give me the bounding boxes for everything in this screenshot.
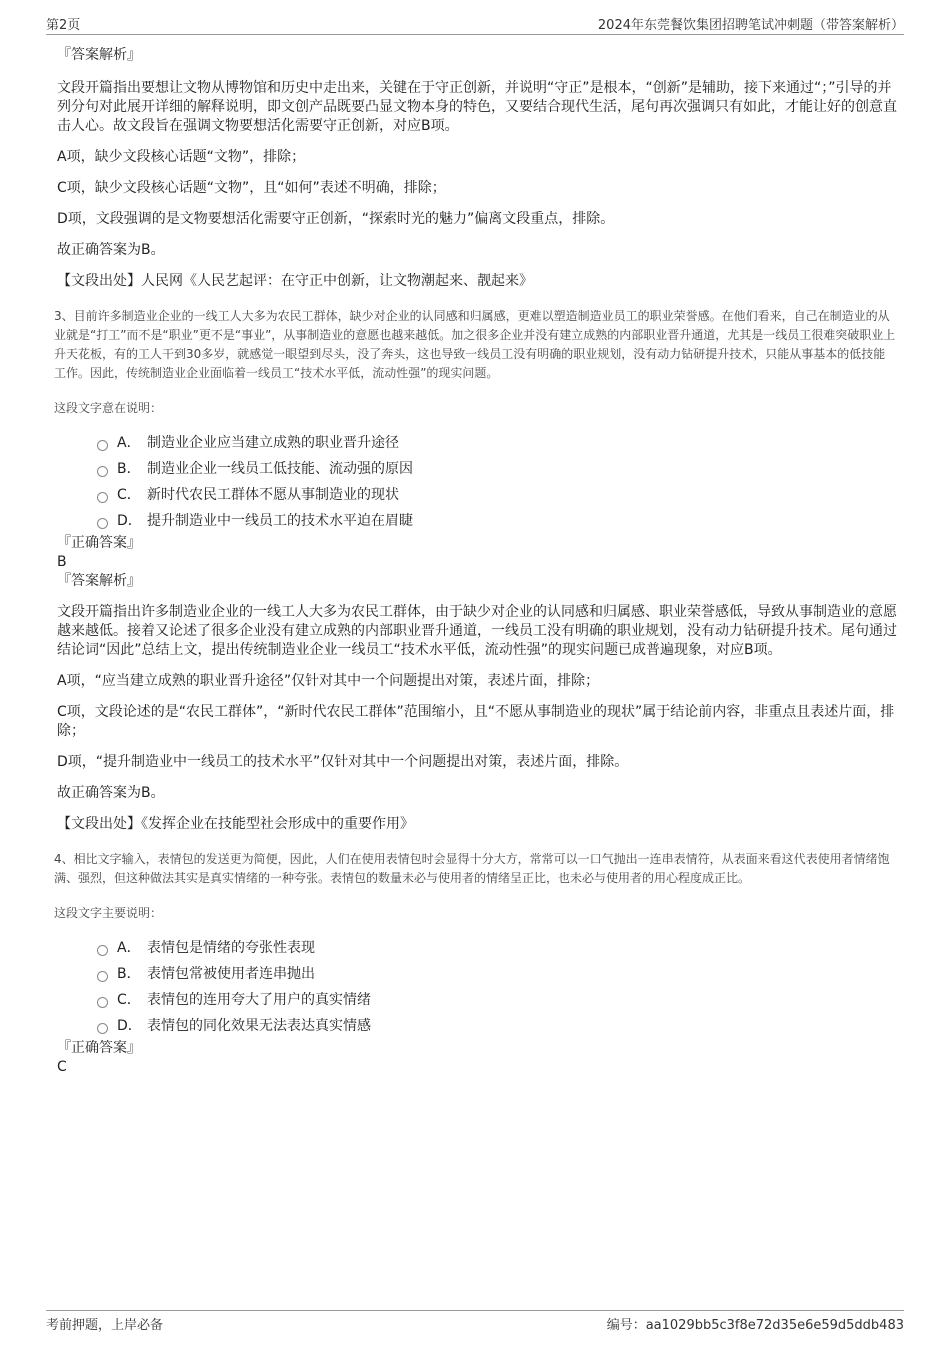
- option-b[interactable]: [97, 961, 897, 987]
- page-header: [46, 14, 904, 35]
- radio-icon[interactable]: [97, 492, 108, 503]
- radio-icon[interactable]: [97, 971, 108, 982]
- option-a[interactable]: [97, 935, 897, 961]
- question-4-text: 4、相比文字输入，表情包的发送更为简便，因此，人们在使用表情包时会显得十分大方，常常可以一口气抛出一连串表情符，从表面来看这代表使用者情绪饱满、强烈，但这种做法其实是真实情绪的一种夸张。表情包的数量未必与使用者的情绪呈正比，也未必与使用者的用心程度成正比。: [54, 852, 890, 885]
- analysis-option-a: A项，“应当建立成熟的职业晋升途径”仅针对其中一个问题提出对策，表述片面，排除；: [57, 673, 600, 689]
- option-letter: A．: [117, 939, 141, 956]
- analysis-conclusion: 故正确答案为B。: [57, 785, 165, 801]
- question-4-prompt: 这段文字主要说明：: [54, 906, 163, 920]
- option-letter: B．: [117, 965, 141, 982]
- analysis-option-c: C项，文段论述的是“农民工群体”，“新时代农民工群体”范围缩小，且“不愿从事制造业的现状”属于结论前内容，非重点且表述片面，排除；: [57, 704, 895, 739]
- analysis-option-a: A项，缺少文段核心话题“文物”，排除；: [57, 149, 306, 165]
- option-b[interactable]: [97, 456, 897, 482]
- option-text: 表情包是情绪的夸张性表现: [147, 939, 315, 956]
- source-citation: 【文段出处】人民网《人民艺起评：在守正中创新，让文物潮起来、靓起来》: [57, 273, 533, 289]
- source-citation: 【文段出处】《发挥企业在技能型社会形成中的重要作用》: [57, 816, 414, 832]
- page-number: 第2页: [46, 18, 81, 33]
- analysis-option-d: D项，文段强调的是文物要想活化需要守正创新，“探索时光的魅力”偏离文段重点，排除。: [57, 211, 615, 227]
- radio-icon[interactable]: [97, 1023, 108, 1034]
- analysis-conclusion: 故正确答案为B。: [57, 242, 165, 258]
- question-3-text: 3、目前许多制造业企业的一线工人大多为农民工群体，缺少对企业的认同感和归属感，更难以塑造制造业员工的职业荣誉感。在他们看来，自己在制造业的从业就是“打工”而不是“职业”更不是“事业”，从事制造业的意愿也越来越低。加之很多企业并没有建立成熟的内部职业晋升通道，尤其是一线员工很难突破职业上升天花板，有的工人干到30多岁，就感觉一眼望到尽头，没了奔头，这也导致一线员工没有明确的职业规划，没有动力钻研提升技术，只能从事基本的低技能工作。因此，传统制造业企业面临着一线员工“技术水平低，流动性强”的现实问题。: [54, 309, 896, 380]
- option-text: 新时代农民工群体不愿从事制造业的现状: [147, 486, 399, 503]
- option-letter: B．: [117, 460, 141, 477]
- page-footer: [46, 1310, 904, 1333]
- option-text: 表情包常被使用者连串抛出: [147, 965, 315, 982]
- correct-answer-label: 『正确答案』: [57, 1040, 141, 1056]
- document-title: 2024年东莞餐饮集团招聘笔试冲刺题（带答案解析）: [597, 18, 904, 33]
- correct-answer-label: 『正确答案』: [57, 535, 141, 551]
- option-text: 表情包的连用夸大了用户的真实情绪: [147, 991, 371, 1008]
- correct-answer: C: [57, 1059, 67, 1075]
- radio-icon[interactable]: [97, 945, 108, 956]
- option-text: 制造业企业应当建立成熟的职业晋升途径: [147, 434, 399, 451]
- analysis-label: 『答案解析』: [57, 47, 141, 63]
- option-letter: A．: [117, 434, 141, 451]
- radio-icon[interactable]: [97, 466, 108, 477]
- analysis-option-c: C项，缺少文段核心话题“文物”，且“如何”表述不明确，排除；: [57, 180, 446, 196]
- option-letter: D．: [117, 1017, 142, 1034]
- option-text: 表情包的同化效果无法表达真实情感: [147, 1017, 371, 1034]
- option-text: 提升制造业中一线员工的技术水平迫在眉睫: [147, 512, 413, 529]
- option-letter: D．: [117, 512, 142, 529]
- analysis-text: 文段开篇指出要想让文物从博物馆和历史中走出来，关键在于守正创新，并说明“守正”是根本，“创新”是辅助，接下来通过“；”引导的并列分句对此展开详细的解释说明，即文创产品既要凸显文物本身的特色，又要结合现代生活，尾句再次强调只有如此，才能让好的创意直击人心。故文段旨在强调文物要想活化需要守正创新，对应B项。: [57, 80, 897, 134]
- option-d[interactable]: [97, 1013, 897, 1039]
- analysis-text: 文段开篇指出许多制造业企业的一线工人大多为农民工群体，由于缺少对企业的认同感和归属感、职业荣誉感低，导致从事制造业的意愿越来越低。接着又论述了很多企业没有建立成熟的内部职业晋升通道，一线员工没有明确的职业规划，没有动力钻研提升技术。尾句通过结论词“因此”总结上文，提出传统制造业企业一线员工“技术水平低，流动性强”的现实问题已成普遍现象，对应B项。: [57, 604, 897, 658]
- footer-slogan: 考前押题，上岸必备: [46, 1318, 164, 1333]
- question-3-prompt: 这段文字意在说明：: [54, 401, 163, 415]
- option-letter: C．: [117, 991, 141, 1008]
- document-id: 编号：aa1029bb5c3f8e72d35e6e59d5ddb483: [606, 1318, 904, 1333]
- option-a[interactable]: [97, 430, 897, 456]
- page-content: [54, 44, 897, 1077]
- option-c[interactable]: [97, 987, 897, 1013]
- analysis-label: 『答案解析』: [57, 573, 141, 589]
- correct-answer: B: [57, 554, 67, 570]
- radio-icon[interactable]: [97, 997, 108, 1008]
- option-letter: C．: [117, 486, 141, 503]
- option-d[interactable]: [97, 508, 897, 534]
- analysis-option-d: D项，“提升制造业中一线员工的技术水平”仅针对其中一个问题提出对策，表述片面，排除。: [57, 754, 629, 770]
- question-3-options: [97, 430, 897, 534]
- option-text: 制造业企业一线员工低技能、流动强的原因: [147, 460, 413, 477]
- option-c[interactable]: [97, 482, 897, 508]
- radio-icon[interactable]: [97, 518, 108, 529]
- question-4-options: [97, 935, 897, 1039]
- radio-icon[interactable]: [97, 440, 108, 451]
